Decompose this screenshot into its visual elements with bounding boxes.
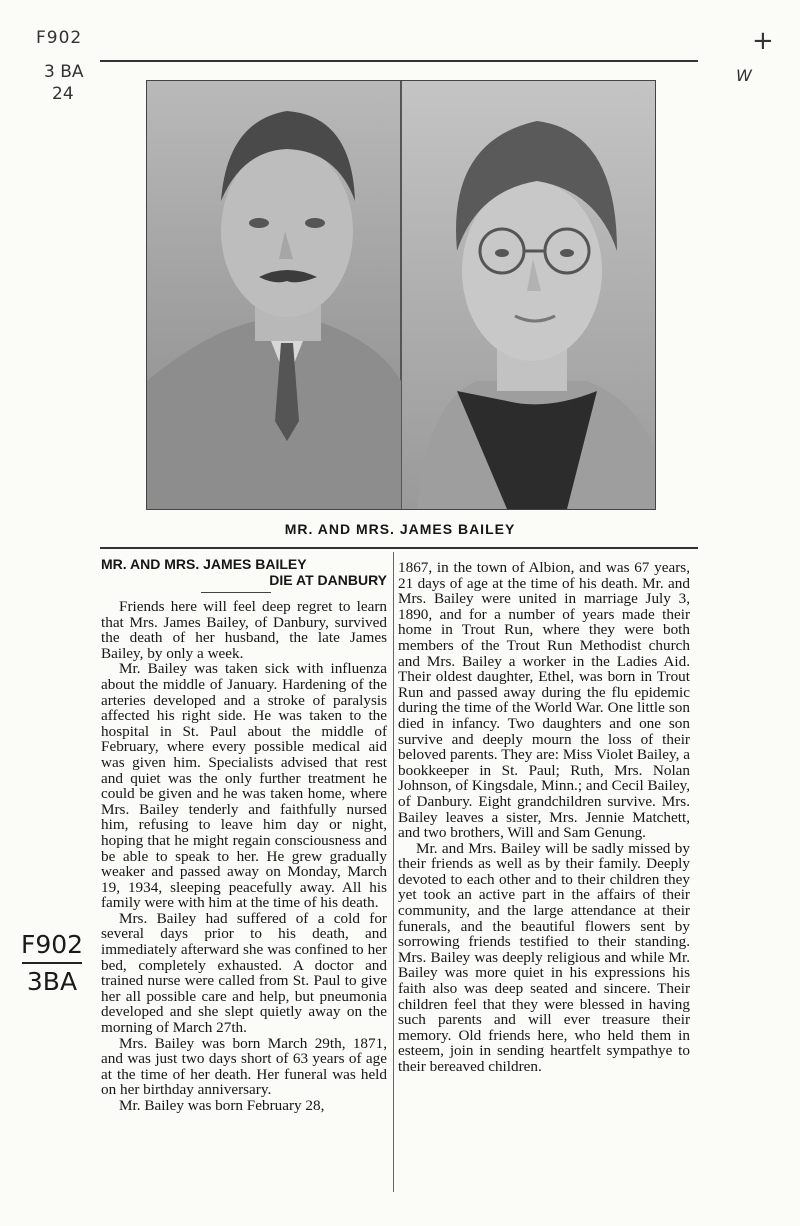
col1-paragraph: Mrs. Bailey was born March 29th, 1871, and was just two days short of 63 years of age at the time of her death. Her funeral was held on her birthday anniversary.: [101, 1034, 387, 1099]
archive-note-number: 24: [52, 84, 74, 104]
col1-paragraph: Mr. Bailey was taken sick with influenza about the middle of January. Hardening of the arteries developed and a stroke of paralysis affected his right side. He was taken to the hospital in St. Paul about the middle of February, where every possible medical aid was given him. Specialists advised that rest and quiet was the only further treatment he could be given and he was taken home, where Mrs. Bailey tenderly and faithfully nursed him, refusing to leave him day or night, hoping that he might regain consciousness and be able to speak to her. He grew gradually weaker and passed away on Monday, March 19, 1934, sleeping peacefully away. All his family were with him at the time of his death.: [101, 660, 387, 912]
margin-file-code: [16, 930, 88, 996]
caption-rule: [100, 547, 698, 549]
margin-code-line1: F902: [20, 930, 84, 959]
archive-note-w: W: [736, 66, 752, 85]
portrait-illustration: [147, 81, 655, 509]
margin-code-line2: 3BA: [26, 967, 78, 996]
photo-caption: MR. AND MRS. JAMES BAILEY: [284, 521, 516, 537]
col1-paragraph: Friends here will feel deep regret to learn that Mrs. James Bailey, of Danbury, survived the death of her husband, the late James Bailey, by only a week.: [101, 598, 387, 662]
archive-note-plus: +: [752, 26, 774, 56]
portrait-photo: [146, 80, 656, 510]
top-rule: [100, 60, 698, 62]
archive-note-series: 3 BA: [44, 62, 84, 82]
col1-paragraph: Mrs. Bailey had suffered of a cold for several days prior to his death, and immediately afterward she was confined to her bed, completely exhausted. A doctor and trained nurse were called from St. Paul to give her all possible care and help, but pneumonia developed and she slept quietly away on the morning of March 27th.: [101, 909, 387, 1037]
column-rule: [393, 552, 394, 1192]
article-headline: [101, 556, 387, 588]
margin-code-divider: [22, 962, 82, 964]
headline-rule: [201, 592, 271, 593]
headline-line1: MR. AND MRS. JAMES BAILEY: [101, 556, 307, 572]
archive-note-code: F902: [36, 28, 83, 48]
article-column-1: [101, 556, 387, 1114]
article-column-2: [398, 560, 690, 1075]
col2-paragraph: 1867, in the town of Albion, and was 67 years, 21 days of age at the time of his death. Mr. and Mrs. Bailey were united in marriage July 3, 1890, and for a number of years made their home in Trout Run, where they were both members of the Trout Run Methodist church and Mrs. Bailey a worker in the Ladies Aid. Their oldest daughter, Ethel, was born in Trout Run and passed away during the flu epidemic during the time of the World War. One little son died in infancy. Two daughters and one son survive and deeply mourn the loss of their beloved parents. They are: Miss Violet Bailey, a bookkeeper in St. Paul; Ruth, Mrs. Nolan Johnson, of Kingsdale, Minn.; and Cecil Bailey, of Danbury. Eight grandchildren survive. Mrs. Bailey leaves a sister, Mrs. Jennie Matchett, and two brothers, Will and Sam Genung.: [398, 559, 690, 842]
headline-line2: DIE AT DANBURY: [269, 572, 387, 588]
col1-paragraph: Mr. Bailey was born February 28,: [119, 1097, 325, 1114]
col2-paragraph: Mr. and Mrs. Bailey will be sadly missed by their friends as well as by their family. Deeply devoted to each other and to their children they yet took an active part in the affairs of their community, and the large attendance at their funerals, and the beautiful flowers sent by sorrowing friends testified to their standing. Mrs. Bailey was deeply religious and while Mr. Bailey was more quiet in his expressions his faith also was deep seated and sincere. Their children feel that they were blessed in having such parents and will ever treasure their memory. Old friends here, who held them in esteem, join in sending heartfelt sympathye to their bereaved children.: [398, 839, 690, 1075]
